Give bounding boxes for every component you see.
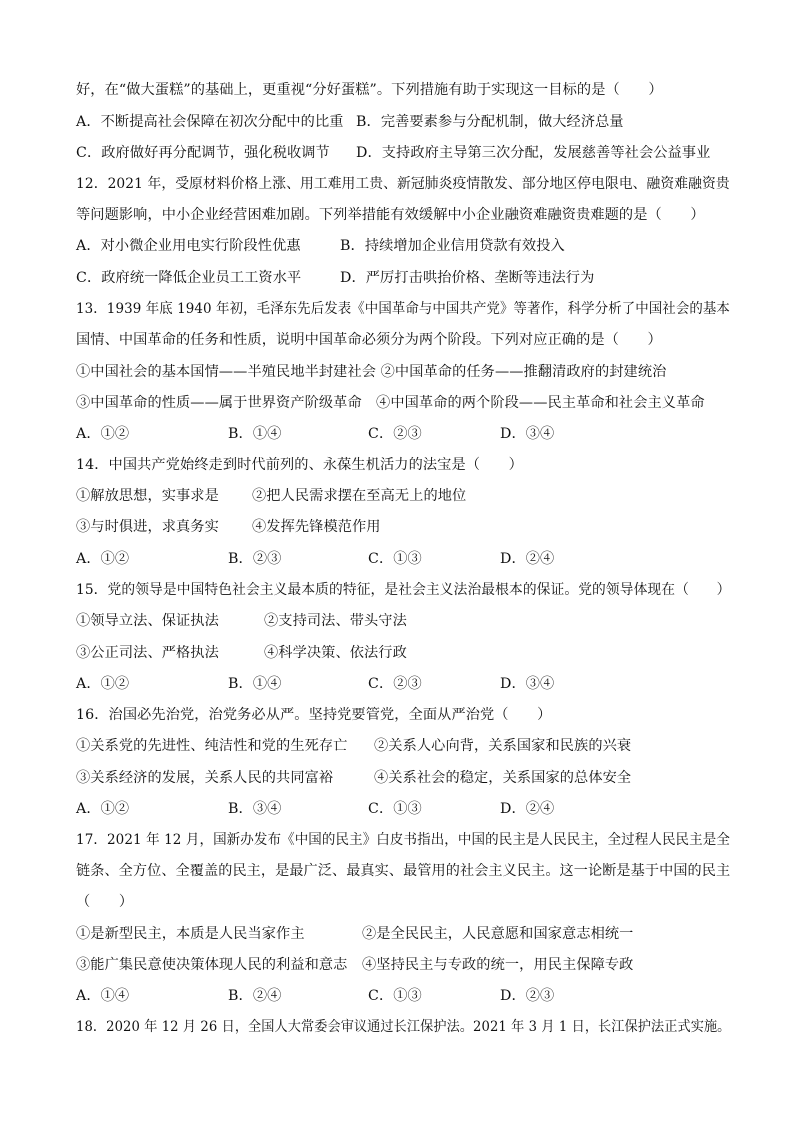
q14-stem: 14．中国共产党始终走到时代前列的、永葆生机活力的法宝是（ ） [76, 457, 523, 473]
q15-item-2: ②支持司法、带头守法 [264, 613, 407, 629]
q13-stem-line2: 国情、中国革命的任务和性质，说明中国革命必须分为两个阶段。下列对应正确的是（ ） [76, 332, 662, 348]
q14-item-2: ②把人民需求摆在至高无上的地位 [252, 488, 467, 504]
q15-option-b: B．①④ [228, 676, 282, 692]
q16-option-b: B．③④ [228, 801, 282, 817]
q17-option-c: C．①③ [368, 988, 422, 1004]
q17-option-a: A．①④ [76, 988, 130, 1004]
q17-item-2: ②是全民民主，人民意愿和国家意志相统一 [362, 926, 634, 942]
q17-stem-line2: 链条、全方位、全覆盖的民主，是最广泛、最真实、最管用的社会主义民主。这一论断是基于中国的民主 [76, 863, 731, 879]
q14-item-3: ③与时俱进，求真务实 [76, 519, 219, 535]
q16-stem: 16．治国必先治党，治党务必从严。坚持党要管党，全面从严治党（ ） [76, 707, 552, 723]
q13-option-c: C．②③ [368, 426, 422, 442]
q14-option-d: D．②④ [500, 551, 555, 567]
q14-item-4: ④发挥先锋模范作用 [252, 519, 381, 535]
q13-items-1-2: ①中国社会的基本国情——半殖民地半封建社会 ②中国革命的任务——推翻清政府的封建统治 [76, 364, 667, 380]
q16-item-1: ①关系党的先进性、纯洁性和党的生死存亡 [76, 738, 348, 754]
q17-option-b: B．②④ [228, 988, 282, 1004]
q17-item-1: ①是新型民主，本质是人民当家作主 [76, 926, 305, 942]
q17-item-4: ④坚持民主与专政的统一，用民主保障专政 [362, 957, 634, 973]
q14-item-1: ①解放思想，实事求是 [76, 488, 219, 504]
q16-option-c: C．①③ [368, 801, 422, 817]
q15-item-3: ③公正司法、严格执法 [76, 645, 219, 661]
q17-option-d: D．②③ [500, 988, 555, 1004]
q15-stem: 15．党的领导是中国特色社会主义最本质的特征，是社会主义法治最根本的保证。党的领导体现在（ ） [76, 582, 731, 598]
q15-item-1: ①领导立法、保证执法 [76, 613, 219, 629]
q16-item-4: ④关系社会的稳定，关系国家的总体安全 [374, 770, 632, 786]
q15-option-c: C．②③ [368, 676, 422, 692]
q13-option-b: B．①④ [228, 426, 282, 442]
q12-stem-line1: 12．2021 年，受原材料价格上涨、用工难用工贵、新冠肺炎疫情散发、部分地区停电限电、融资难融资贵 [76, 176, 730, 192]
q14-option-b: B．②③ [228, 551, 282, 567]
q15-option-a: A．①② [76, 676, 130, 692]
q14-option-a: A．①② [76, 551, 130, 567]
q13-option-a: A．①② [76, 426, 130, 442]
q11-option-c: C．政府做好再分配调节，强化税收调节 [76, 145, 330, 161]
q12-option-c: C．政府统一降低企业员工工资水平 [76, 270, 302, 286]
q12-option-a: A．对小微企业用电实行阶段性优惠 [76, 238, 301, 254]
q11-stem-tail: 好，在“做大蛋糕”的基础上，更重视“分好蛋糕”。下列措施有助于实现这一目标的是（ ） [76, 82, 663, 98]
q11-option-b: B．完善要素参与分配机制，做大经济总量 [356, 114, 624, 130]
q11-option-d: D．支持政府主导第三次分配，发展慈善等社会公益事业 [356, 145, 711, 161]
q17-item-3: ③能广集民意使决策体现人民的利益和意志 [76, 957, 348, 973]
q16-item-3: ③关系经济的发展，关系人民的共同富裕 [76, 770, 334, 786]
q12-stem-line2: 等问题影响，中小企业经营困难加剧。下列举措能有效缓解中小企业融资难融资贵难题的是（ ） [76, 207, 705, 223]
q15-item-4: ④科学决策、依法行政 [264, 645, 407, 661]
q11-option-a: A．不断提高社会保障在初次分配中的比重 [76, 114, 344, 130]
q14-option-c: C．①③ [368, 551, 422, 567]
q12-option-b: B．持续增加企业信用贷款有效投入 [340, 238, 565, 254]
q16-option-d: D．②④ [500, 801, 555, 817]
q17-stem-line3: （ ） [76, 894, 134, 910]
q12-option-d: D．严厉打击哄抬价格、垄断等违法行为 [340, 270, 595, 286]
q18-stem-line1: 18．2020 年 12 月 26 日，全国人大常委会审议通过长江保护法。2021 年 3 月 1 日，长江保护法正式实施。 [76, 1019, 731, 1035]
q17-stem-line1: 17．2021 年 12 月，国新办发布《中国的民主》白皮书指出，中国的民主是人民民主，全过程人民民主是全 [76, 832, 730, 848]
q13-option-d: D．③④ [500, 426, 555, 442]
q13-items-3-4: ③中国革命的性质——属于世界资产阶级革命 ④中国革命的两个阶段——民主革命和社会主义革命 [76, 395, 705, 411]
q16-option-a: A．①② [76, 801, 130, 817]
q13-stem-line1: 13．1939 年底 1940 年初，毛泽东先后发表《中国革命与中国共产党》等著作，科学分析了中国社会的基本 [76, 301, 730, 317]
q16-item-2: ②关系人心向背，关系国家和民族的兴衰 [374, 738, 632, 754]
q15-option-d: D．③④ [500, 676, 555, 692]
